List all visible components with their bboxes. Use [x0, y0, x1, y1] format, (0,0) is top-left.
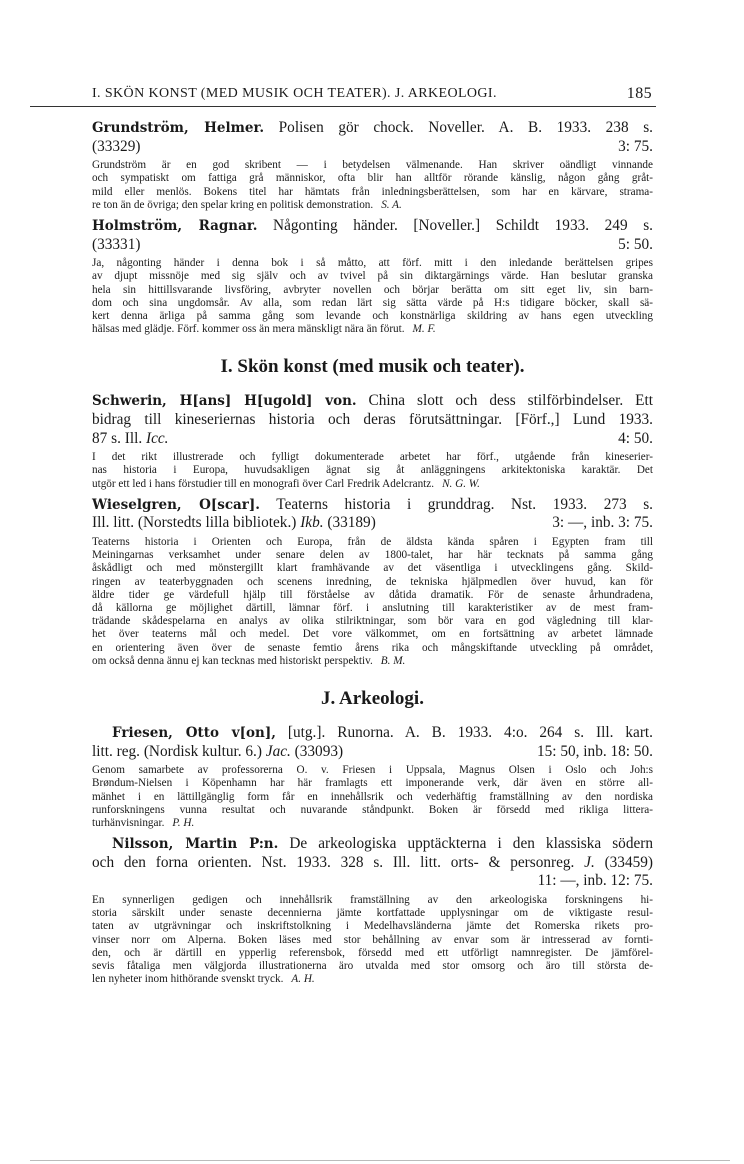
entry-head-line — [92, 854, 653, 873]
citation-text: (33459) — [594, 853, 653, 871]
review-line-text: åskådligt och med mönstergillt klart framhävande av det väsentliga i utvecklingens gång. Skild- — [92, 562, 653, 575]
citation-text: (33329) — [92, 137, 141, 155]
review-line-text: då källorna ge möjlighet därtill, lämnar förf. i anslutning till karakteristiker av de mest fram- — [92, 602, 653, 614]
review-line — [92, 451, 653, 464]
bibliography-entry — [92, 835, 653, 986]
review-line — [92, 791, 653, 804]
review-line — [92, 960, 653, 973]
price: 11: —, inb. 12: 75. — [537, 872, 653, 890]
review-line — [92, 310, 653, 323]
citation-text: Ill. litt. (Norstedts lilla bibliotek.) — [92, 514, 301, 532]
entry-head-line — [92, 835, 653, 854]
reviewer-signature: M. F. — [412, 323, 436, 336]
entry-citation — [92, 854, 653, 871]
review-line — [92, 947, 653, 960]
review-line — [92, 804, 653, 817]
publisher-code: Icc. — [145, 429, 169, 447]
entry-head-line — [92, 392, 653, 411]
page-number: 185 — [626, 85, 652, 102]
review-line — [92, 186, 653, 199]
entry-citation — [92, 514, 376, 533]
review-line — [92, 628, 653, 641]
entry-citation — [92, 217, 653, 234]
review-line-text: av djupt missnöje med sig själv och av tvivel på sin diktargärnings värde. Han beslutar granska — [92, 270, 653, 283]
review-line — [92, 777, 653, 790]
running-head-title: I. SKÖN KONST (MED MUSIK OCH TEATER). J. ARKEOLOGI. — [92, 86, 497, 101]
entry-citation — [92, 496, 653, 513]
review-line-text: het över teaterns mål och medel. Det vore välkommet, om en fortsättning av arbetet lämnade — [92, 628, 653, 641]
review-text — [92, 159, 653, 212]
review-line — [92, 284, 653, 297]
entry-head-line — [92, 514, 653, 533]
citation-text: (33189) — [323, 514, 376, 532]
review-line — [92, 323, 653, 336]
author-name: Holmström, Ragnar. — [92, 218, 258, 234]
bibliography-entry — [92, 392, 653, 490]
bibliography-entry — [92, 724, 653, 830]
review-line-text: dom och sina ungdomsår. Av alla, som redan lärt sig sätta värde på H:s tidigare böcker, skall sä- — [92, 296, 653, 309]
price: 4: 50. — [618, 429, 653, 447]
entry-head-line — [92, 430, 653, 449]
review-line — [92, 257, 653, 270]
review-line — [92, 642, 653, 655]
author-name: Nilsson, Martin P:n. — [112, 836, 279, 853]
price: 3: 75. — [618, 137, 653, 155]
entry-head-line — [92, 411, 653, 430]
page-edge-line — [30, 1160, 730, 1161]
review-line-text: Ja, någonting händer i denna bok i så måtto, att förf. mitt i den inledande berättelsen gripes — [92, 257, 653, 270]
review-line — [92, 894, 653, 907]
entry-citation — [92, 236, 140, 255]
review-line-text: den, och är därtill en ypperlig referensbok, försedd med ett utförligt namnregister. De jämförel- — [92, 946, 653, 959]
citation-text: [utg.]. Runorna. A. B. 1933. 4:o. 264 s. Ill. kart. — [275, 724, 653, 742]
citation-text: Någonting händer. [Noveller.] Schildt 1933. 249 s. — [257, 217, 653, 234]
review-line — [92, 934, 653, 947]
review-line — [92, 562, 653, 575]
author-name: Friesen, Otto v[on], — [112, 725, 276, 742]
review-line-text: mild eller menlös. Bokens titel har hämtats från inledningsberättelsen, som har en kärvare, strama- — [92, 185, 653, 198]
citation-text: Teaterns historia i grunddrag. Nst. 1933. 273 s. — [260, 495, 654, 513]
review-line — [92, 159, 653, 172]
reviewer-signature: P. H. — [172, 817, 195, 830]
author-name: Wieselgren, O[scar]. — [92, 496, 260, 513]
review-line-text: taten av utgrävningar och inskriftstolkning i Medelhavsländerna jämte det Romerska rikets pro- — [92, 920, 653, 933]
price: 15: 50, inb. 18: 50. — [536, 742, 653, 760]
review-line-text: Meiningarnas verksamhet under senare delen av 1800-talet, har här tecknats på samma gång — [92, 549, 653, 562]
bibliography-entry — [92, 119, 653, 212]
review-line — [92, 172, 653, 185]
review-text — [92, 764, 653, 830]
price: 5: 50. — [618, 235, 653, 253]
review-line-text: hälsas med glädje. Förf. kommer oss än mera mänskligt nära än förut. — [92, 323, 405, 336]
review-line-text: vinser norr om Alperna. Boken läses med stor behållning av envar som är intresserad av fornti- — [92, 933, 653, 946]
review-line-text: Teaterns historia i Orienten och Europa, från de äldsta kända spåren i Egypten fram till — [92, 535, 653, 548]
review-line — [92, 973, 653, 986]
review-line-text: Brøndum-Nielsen i Köpenhamn har här framlagts ett imponerande verk, där även en större all- — [92, 777, 653, 790]
citation-text: (33331) — [92, 235, 141, 253]
review-line — [92, 536, 653, 549]
entry-head-line — [92, 872, 653, 891]
review-line — [92, 602, 653, 615]
publisher-code: Ikb. — [300, 514, 324, 532]
review-line-text: trädande skådespelarna en analys av olika stilriktningar, som bör vara en god vägledning till klar- — [92, 615, 653, 628]
review-text — [92, 536, 653, 668]
entry-head-line — [92, 138, 653, 157]
entry-citation — [92, 138, 140, 157]
entry-citation — [92, 119, 653, 136]
section-heading: I. Skön konst (med musik och teater). — [220, 356, 525, 378]
review-line-text: re ton än de övriga; den spelar kring en politisk demonstration. — [92, 198, 374, 211]
review-line-text: turhänvisningar. — [92, 817, 165, 830]
review-line — [92, 297, 653, 310]
entry-head-line — [92, 236, 653, 255]
reviewer-signature: A. H. — [291, 973, 315, 986]
section-heading: J. Arkeologi. — [321, 688, 424, 710]
review-line — [92, 549, 653, 562]
review-line-text: kert denna ärliga på samma gång som levande och konstnärliga skildring av hans egen utveckling — [92, 310, 653, 322]
entry-citation — [92, 430, 168, 449]
review-line — [92, 615, 653, 628]
entry-citation — [112, 835, 653, 852]
review-line-text: utgör ett led i hans förstudier till en monografi över Carl Fredrik Adelcrantz. — [92, 477, 435, 490]
entry-head-line — [92, 217, 653, 236]
review-line-text: sevis fåtaliga men välgjorda illustrationerna äro utvalda med stor omsorg och äro till största de- — [92, 960, 653, 973]
entry-citation — [92, 743, 343, 762]
review-line — [92, 589, 653, 602]
review-line — [92, 655, 653, 668]
reviewer-signature: S. A. — [381, 198, 402, 211]
review-line-text: äldre tider ge värdefull hjälp till förståelse av dåtida dramatik. För de senaste århundradena, — [92, 588, 653, 601]
publisher-code: J. — [584, 853, 595, 871]
page-body — [92, 119, 653, 991]
bibliography-entry — [92, 217, 653, 336]
review-line-text: I det rikt illustrerade och fylligt dokumenterade arbetet har förf., utgående från kineserier- — [92, 451, 653, 464]
reviewer-signature: N. G. W. — [442, 477, 480, 490]
review-line-text: Genom samarbete av professorerna O. v. Friesen i Uppsala, Magnus Olsen i Oslo och Joh:s — [92, 764, 653, 777]
citation-text: China slott och dess stilförbindelser. Ett — [356, 392, 653, 410]
entry-citation — [92, 392, 653, 409]
review-line — [92, 464, 653, 477]
entry-citation — [112, 724, 653, 741]
review-text — [92, 451, 653, 491]
header-rule — [30, 106, 656, 107]
author-name: Grundström, Helmer. — [92, 120, 265, 136]
entry-head-line — [92, 724, 653, 743]
review-line-text: Grundström är en god skribent — i betydelsen välmenande. Han skriver oändligt vinnande — [92, 159, 653, 172]
review-line — [92, 907, 653, 920]
review-line-text: och sympatiskt om fattiga grå människor, ofta blir han alltför rörande känslig, någon gång gråt- — [92, 172, 653, 185]
review-text — [92, 257, 653, 336]
publisher-code: Jac. — [265, 742, 291, 760]
review-line-text: nas historia i Europa, huvudsakligen ägnat sig åt anläggningens arkitektoniska karaktär. Det — [92, 464, 653, 477]
citation-text: De arkeologiska upptäckterna i den klassiska södern — [278, 835, 653, 853]
entry-head-line — [92, 743, 653, 762]
price: 3: —, inb. 3: 75. — [552, 514, 653, 532]
review-line — [92, 478, 653, 491]
review-line — [92, 920, 653, 933]
review-line-text: storia särskilt under senaste decennierna jämte kortfattade upplysningar om de viktigaste resul- — [92, 907, 653, 920]
review-line-text: ringen av teaterbyggnaden och scenens inredning, de tekniska hjälpmedlen över huvud, kan för — [92, 575, 653, 588]
review-line — [92, 817, 653, 830]
review-line-text: En synnerligen gedigen och innehållsrik framställning av den arkeologiska forskningens hi- — [92, 894, 653, 906]
review-line — [92, 199, 653, 212]
review-line-text: len nyheter inom hithörande svenskt tryck. — [92, 973, 284, 986]
citation-text: Polisen gör chock. Noveller. A. B. 1933. 238 s. — [264, 119, 653, 136]
review-line-text: om också denna ännu ej kan tecknas med historiskt perspektiv. — [92, 654, 373, 667]
review-line-text: hela sin hittillsvarande livsföring, avbryter novellen och börjar berätta om sitt eget liv, sin barn- — [92, 283, 653, 296]
review-line-text: runforskningens vunna resultat och nuvarande ståndpunkt. Boken är försedd med rikliga littera- — [92, 803, 653, 816]
review-line-text: en orientering även över de senaste femtio årens rika och mångskiftande utveckling på området, — [92, 641, 653, 654]
entry-head-line — [92, 496, 653, 515]
citation-text: 87 s. Ill. — [92, 429, 146, 447]
entry-head-line — [92, 119, 653, 138]
bibliography-entry — [92, 496, 653, 668]
review-line-text: mänhet i en lättillgänglig form får en innehållsrik och vederhäftig framställning av den nordiska — [92, 790, 653, 803]
review-line — [92, 764, 653, 777]
citation-text: och den forna orienten. Nst. 1933. 328 s. Ill. litt. orts- & personreg. — [92, 853, 585, 871]
author-name: Schwerin, H[ans] H[ugold] von. — [92, 393, 357, 410]
citation-text: bidrag till kineseriernas historia och deras förutsättningar. [Förf.,] Lund 1933. — [92, 411, 653, 428]
review-text — [92, 894, 653, 986]
entry-citation — [92, 411, 653, 428]
review-line — [92, 576, 653, 589]
review-line — [92, 270, 653, 283]
reviewer-signature: B. M. — [380, 654, 406, 667]
citation-text: litt. reg. (Nordisk kultur. 6.) — [92, 742, 266, 760]
citation-text: (33093) — [290, 742, 344, 760]
